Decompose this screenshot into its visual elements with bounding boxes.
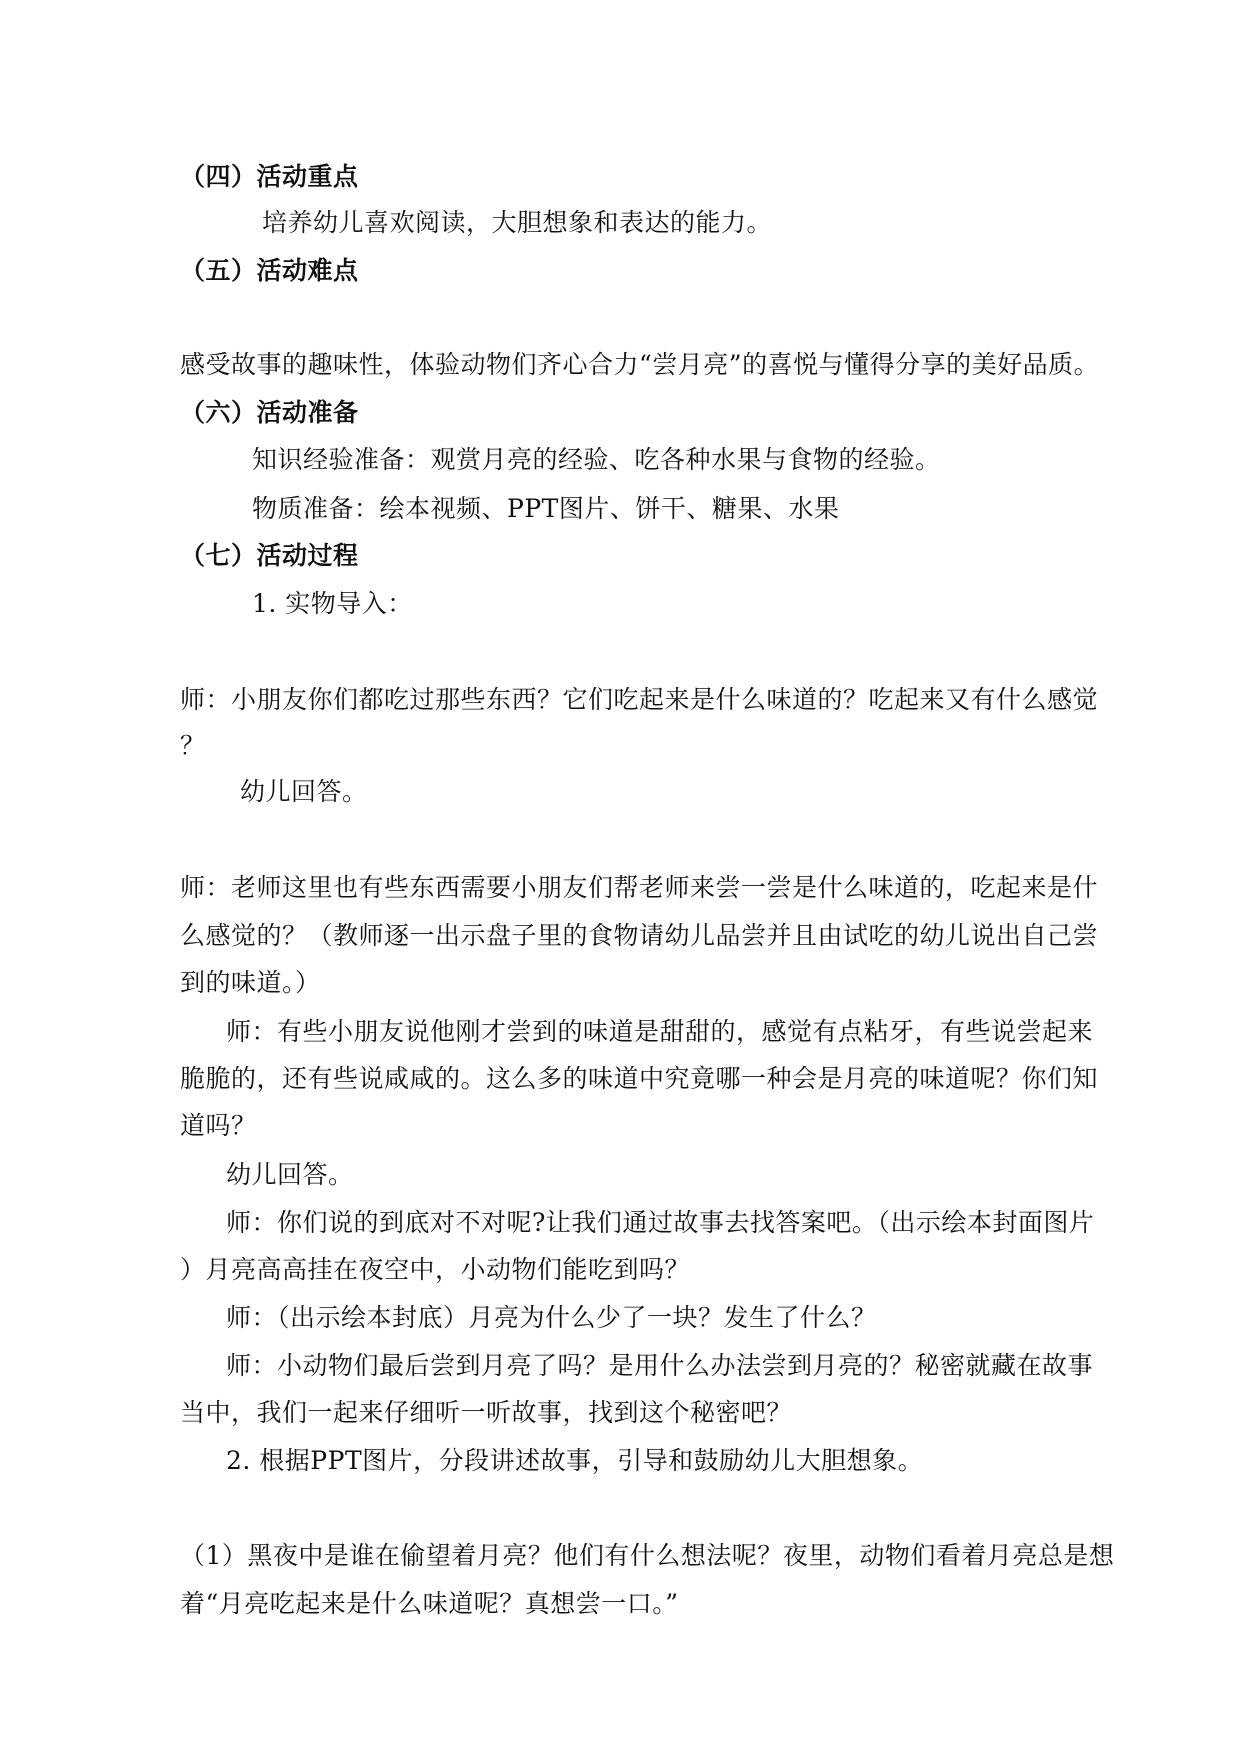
- paragraph-line: 么感觉的？（教师逐一出示盘子里的食物请幼儿品尝并且由试吃的幼儿说出自己尝: [180, 921, 1099, 950]
- preparation-knowledge: 知识经验准备：观赏月亮的经验、吃各种水果与食物的经验。: [252, 445, 941, 474]
- key-points-text: 培养幼儿喜欢阅读，大胆想象和表达的能力。: [262, 208, 773, 237]
- section-heading-difficulties: （五）活动难点: [180, 256, 359, 285]
- paragraph-line: 师：有些小朋友说他刚才尝到的味道是甜甜的，感觉有点粘牙，有些说尝起来: [226, 1017, 1094, 1046]
- paragraph-line: ？: [180, 731, 206, 760]
- section-heading-key-points: （四）活动重点: [180, 162, 359, 191]
- difficulties-text: 感受故事的趣味性，体验动物们齐心合力“尝月亮”的喜悦与懂得分享的美好品质。: [180, 350, 1100, 379]
- paragraph-line: 着“月亮吃起来是什么味道呢？真想尝一口。”: [180, 1589, 679, 1618]
- paragraph-line: 师：老师这里也有些东西需要小朋友们帮老师来尝一尝是什么味道的，吃起来是什: [180, 873, 1099, 902]
- step2-title: 2. 根据PPT图片，分段讲述故事，引导和鼓励幼儿大胆想象。: [226, 1446, 924, 1475]
- children-answer: 幼儿回答。: [226, 1160, 354, 1189]
- section-heading-process: （七）活动过程: [180, 541, 359, 570]
- paragraph-line: 道吗？: [180, 1111, 257, 1140]
- paragraph-line: 到的味道。）: [180, 968, 321, 997]
- paragraph-line: 师：你们说的到底对不对呢?让我们通过故事去找答案吧。（出示绘本封面图片: [226, 1208, 1095, 1237]
- paragraph-line: 师：（出示绘本封底）月亮为什么少了一块？发生了什么？: [226, 1303, 877, 1332]
- paragraph-line: ）月亮高高挂在夜空中，小动物们能吃到吗？: [180, 1255, 691, 1284]
- paragraph-line: 师：小动物们最后尝到月亮了吗？是用什么办法尝到月亮的？秘密就藏在故事: [226, 1351, 1094, 1380]
- paragraph-line: 脆脆的，还有些说咸咸的。这么多的味道中究竟哪一种会是月亮的味道呢？你们知: [180, 1064, 1099, 1093]
- paragraph-line: 当中，我们一起来仔细听一听故事，找到这个秘密吧？: [180, 1398, 793, 1427]
- section-heading-preparation: （六）活动准备: [180, 398, 359, 427]
- step1-title: 1. 实物导入：: [252, 589, 413, 618]
- preparation-materials: 物质准备：绘本视频、PPT图片、饼干、糖果、水果: [252, 494, 840, 523]
- paragraph-line: 师：小朋友你们都吃过那些东西？它们吃起来是什么味道的？吃起来又有什么感觉: [180, 685, 1099, 714]
- paragraph-line: （1）黑夜中是谁在偷望着月亮？他们有什么想法呢？夜里，动物们看着月亮总是想: [180, 1541, 1115, 1570]
- children-answer: 幼儿回答。: [240, 777, 368, 806]
